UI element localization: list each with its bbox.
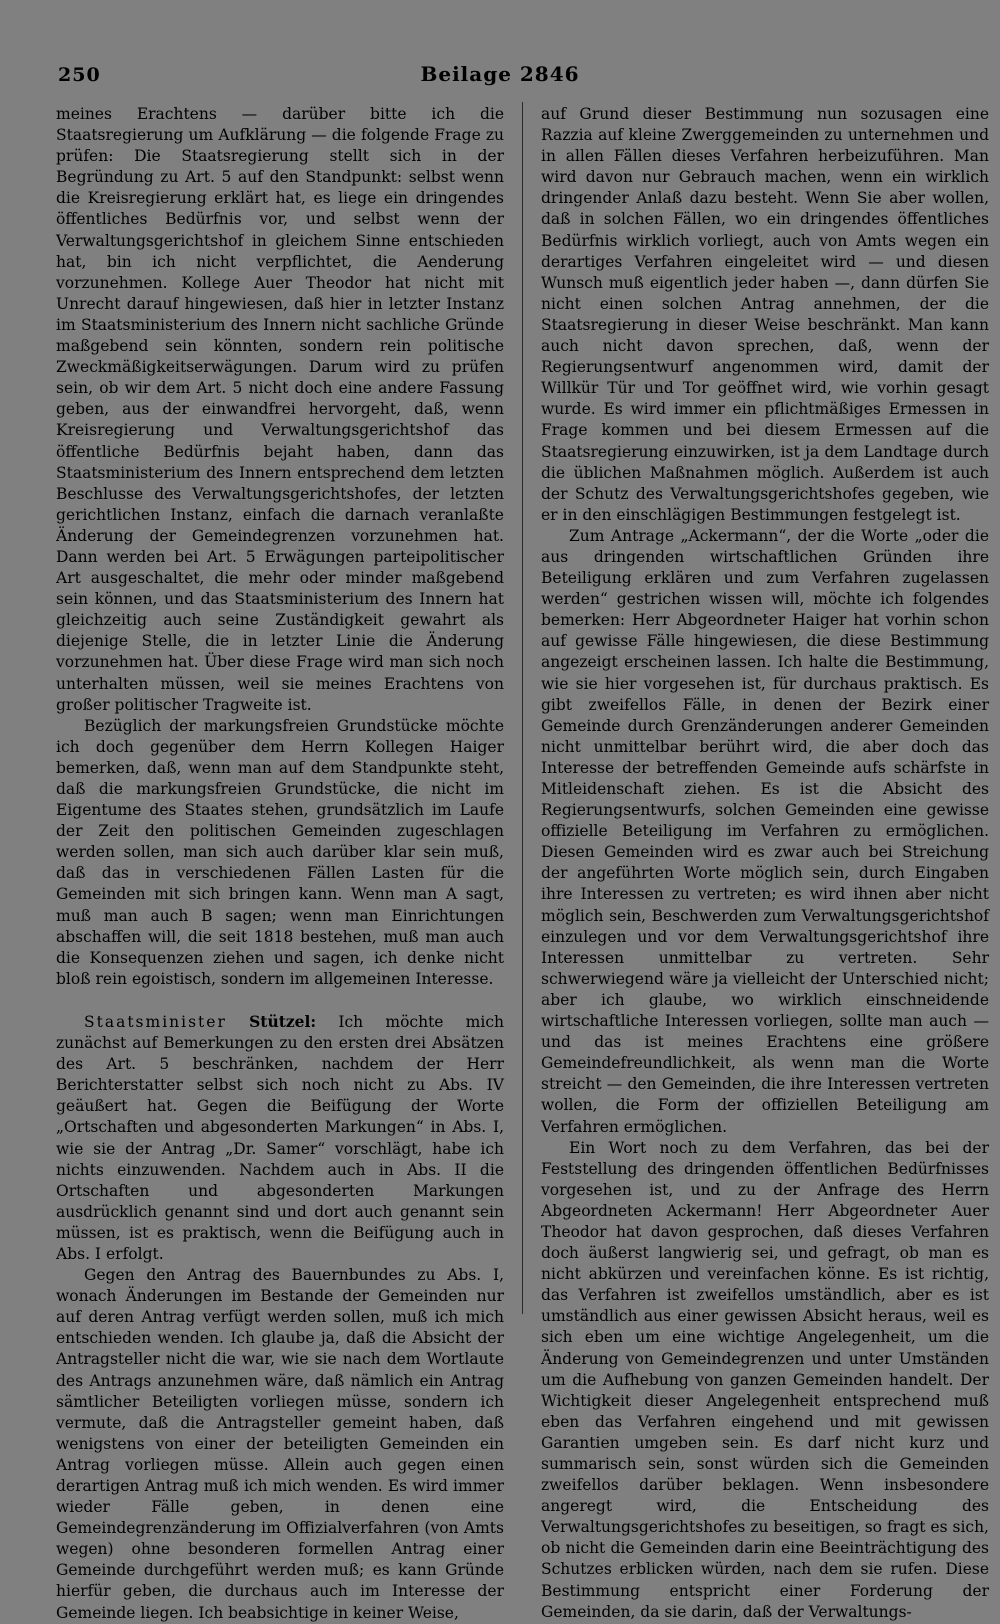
left-column	[56, 104, 504, 1622]
page-title: Beilage 2846	[420, 62, 580, 86]
paragraph: Bezüglich der markungsfreien Grundstücke möchte ich doch gegenüber dem Herrn Kollegen Haiger bemerken, daß, wenn man auf dem Standpunkte steht, daß die markungsfreien Grundstücke, die nicht im Eigentume des Staates stehen, grundsätzlich im Laufe der Zeit den politischen Gemeinden zugeschlagen werden sollen, man sich auch darüber klar sein muß, daß das in verschiedenen Fällen Lasten für die Gemeinden mit sich bringen kann. Wenn man A sagt, muß man auch B sagen; wenn man Einrichtungen abschaffen will, die seit 1818 bestehen, muß man auch die Konsequenzen ziehen und sagen, ich denke nicht bloß rein egoistisch, sondern im allgemeinen Interesse.	[56, 716, 504, 988]
paragraph: Gegen den Antrag des Bauernbundes zu Abs. I, wonach Änderungen im Bestande der Gemeinden nur auf deren Antrag verfügt werden sollen, muß ich mich entschieden wenden. Ich glaube ja, daß die Absicht der Antragsteller nicht die war, wie sie nach dem Wortlaute des Antrags anzunehmen wäre, daß nämlich ein Antrag sämtlicher Beteiligten vorliegen müsse, sondern ich vermute, daß die Antragsteller gemeint haben, daß wenigstens von einer der beteiligten Gemeinden ein Antrag vorliegen müsse. Allein auch gegen einen derartigen Antrag muß ich mich wenden. Es wird immer wieder Fälle geben, in denen eine Gemeindegrenzänderung im Offizialverfahren (von Amts wegen) ohne besonderen formellen Antrag einer Gemeinde durchgeführt werden muß; es kann Gründe hierfür geben, die durchaus auch im Interesse der Gemeinde liegen. Ich beabsichtige in keiner Weise,	[56, 1266, 504, 1622]
paragraph-text: Ich möchte mich zunächst auf Bemerkungen zu den ersten drei Absätzen des Art. 5 beschränken, nachdem der Herr Berichterstatter selbst sich noch nicht zu Abs. IV geäußert hat. Gegen die Beifügung der Worte „Ortschaften und abgesonderten Markungen“ in Abs. I, wie sie der Antrag „Dr. Samer“ vorschlägt, habe ich nichts einzuwenden. Nachdem auch in Abs. II die Ortschaften und abgesonderten Markungen ausdrücklich genannt sind und dort auch genannt sein müssen, ist es praktisch, wenn die Beifügung auch in Abs. I erfolgt.	[56, 1012, 504, 1263]
paragraph: auf Grund dieser Bestimmung nun sozusagen eine Razzia auf kleine Zwerggemeinden zu unternehmen und in allen Fällen dieses Verfahren herbeizuführen. Man wird davon nur Gebrauch machen, wenn ein wirklich dringender Anlaß dazu besteht. Wenn Sie aber wollen, daß in solchen Fällen, wo ein dringendes öffentliches Bedürfnis wirklich vorliegt, auch von Amts wegen ein derartiges Verfahren eingeleitet wird — und diesen Wunsch muß eigentlich jeder haben —, dann dürfen Sie nicht einen solchen Antrag annehmen, der die Staatsregierung in dieser Weise beschränkt. Man kann auch nicht davon sprechen, daß, wenn der Regierungsentwurf angenommen wird, damit der Willkür Tür und Tor geöffnet wird, wie vorhin gesagt wurde. Es wird immer ein pflichtmäßiges Ermessen in Frage kommen und bei diesem Ermessen auf die Staatsregierung einzuwirken, ist ja dem Landtage durch die üblichen Maßnahmen möglich. Außerdem ist auch der Schutz des Verwaltungsgerichtshofes gegeben, wie er in den einschlägigen Bestimmungen festgelegt ist.	[541, 105, 989, 524]
speaker-name: Stützel:	[249, 1011, 317, 1031]
speech-paragraph	[56, 1011, 504, 1265]
paragraph: meines Erachtens — darüber bitte ich die Staatsregierung um Aufklärung — die folgende Frage zu prüfen: Die Staatsregierung stellt sich in der Begründung zu Art. 5 auf den Standpunkt: selbst wenn die Kreisregierung erklärt hat, es liege ein dringendes öffentliches Bedürfnis vor, und selbst wenn der Verwaltungsgerichtshof in gleichem Sinne entschieden hat, bin ich nicht verpflichtet, die Aenderung vorzunehmen. Kollege Auer Theodor hat nicht mit Unrecht darauf hingewiesen, daß hier in letzter Instanz im Staatsministerium des Innern nicht sachliche Gründe maßgebend sein könnten, sondern rein politische Zweckmäßigkeitserwägungen. Darum wird zu prüfen sein, ob wir dem Art. 5 nicht doch eine andere Fassung geben, aus der einwandfrei hervorgeht, daß, wenn Kreisregierung und Verwaltungsgerichtshof das öffentliche Bedürfnis bejaht haben, dann das Staatsministerium des Innern entsprechend dem letzten Beschlusse des Verwaltungsgerichtshofes, der letzten gerichtlichen Instanz, einfach die darnach veranlaßte Änderung der Gemeindegrenzen vorzunehmen hat. Dann werden bei Art. 5 Erwägungen parteipolitischer Art ausgeschaltet, die mehr oder minder maßgebend sein können, und das Staatsministerium des Innern hat gleichzeitig auch seine Zuständigkeit gewahrt als diejenige Stelle, die in letzter Linie die Änderung vorzunehmen hat. Über diese Frage wird man sich noch unterhalten müssen, weil sie meines Erachtens von großer politischer Tragweite ist.	[56, 105, 504, 714]
speaker-role: Staatsminister	[84, 1012, 227, 1031]
right-column	[541, 104, 989, 1621]
paragraph: Zum Antrage „Ackermann“, der die Worte „oder die aus dringenden wirtschaftlichen Gründen ihre Beteiligung erklären und zum Verfahren zugelassen werden“ gestrichen wissen will, möchte ich folgendes bemerken: Herr Abgeordneter Haiger hat vorhin schon auf gewisse Fälle hingewiesen, die diese Bestimmung angezeigt erscheinen lassen. Ich halte die Bestimmung, wie sie hier vorgesehen ist, für durchaus praktisch. Es gibt zweifellos Fälle, in denen der Bezirk einer Gemeinde durch Grenzänderungen anderer Gemeinden nicht unmittelbar berührt wird, die aber doch das Interesse der betreffenden Gemeinde aufs schärfste in Mitleidenschaft ziehen. Es ist die Absicht des Regierungsentwurfs, solchen Gemeinden eine gewisse offizielle Beteiligung im Verfahren zu ermöglichen. Diesen Gemeinden wird es zwar auch bei Streichung der angeführten Worte möglich sein, durch Eingaben ihre Interessen zu vertreten; es wird ihnen aber nicht möglich sein, Beschwerden zum Verwaltungsgerichtshof einzulegen und vor dem Verwaltungsgerichtshof ihre Interessen unmittelbar zu vertreten. Sehr schwerwiegend wäre ja vielleicht der Unterschied nicht; aber ich glaube, wo wirklich einschneidende wirtschaftliche Interessen vorliegen, sollte man auch — und das ist meines Erachtens eine größere Gemeindefreundlichkeit, als wenn man die Worte streicht — den Gemeinden, die ihre Interessen vertreten wollen, die Form der offiziellen Beteiligung am Verfahren ermöglichen.	[541, 526, 989, 1136]
paragraph: Ein Wort noch zu dem Verfahren, das bei der Feststellung des dringenden öffentlichen Bedürfnisses vorgesehen ist, und zu der Anfrage des Herrn Abgeordneten Ackermann! Herr Abgeordneter Auer Theodor hat davon gesprochen, daß dieses Verfahren doch äußerst langwierig sei, und gefragt, ob man es nicht abkürzen und vereinfachen könne. Es ist richtig, das Verfahren ist zweifellos umständlich, aber es ist umständlich aus einer gewissen Absicht heraus, weil es sich eben um eine wichtige Angelegenheit, um die Änderung von Gemeindegrenzen und unter Umständen um die Aufhebung von ganzen Gemeinden handelt. Der Wichtigkeit dieser Angelegenheit entsprechend muß eben das Verfahren eingehend und mit gewissen Garantien umgeben sein. Es darf nicht kurz und summarisch sein, sonst würden sich die Gemeinden zweifellos darüber beklagen. Wenn insbesondere angeregt wird, die Entscheidung des Verwaltungsgerichtshofes zu beseitigen, so fragt es sich, ob nicht die Gemeinden darin eine Beeinträchtigung des Schutzes erblicken würden, nach dem sie rufen. Diese Bestimmung entspricht einer Forderung der Gemeinden, da sie darin, daß der Verwaltungs-	[541, 1138, 989, 1621]
page-number: 250	[58, 64, 101, 86]
column-divider	[522, 102, 523, 1314]
